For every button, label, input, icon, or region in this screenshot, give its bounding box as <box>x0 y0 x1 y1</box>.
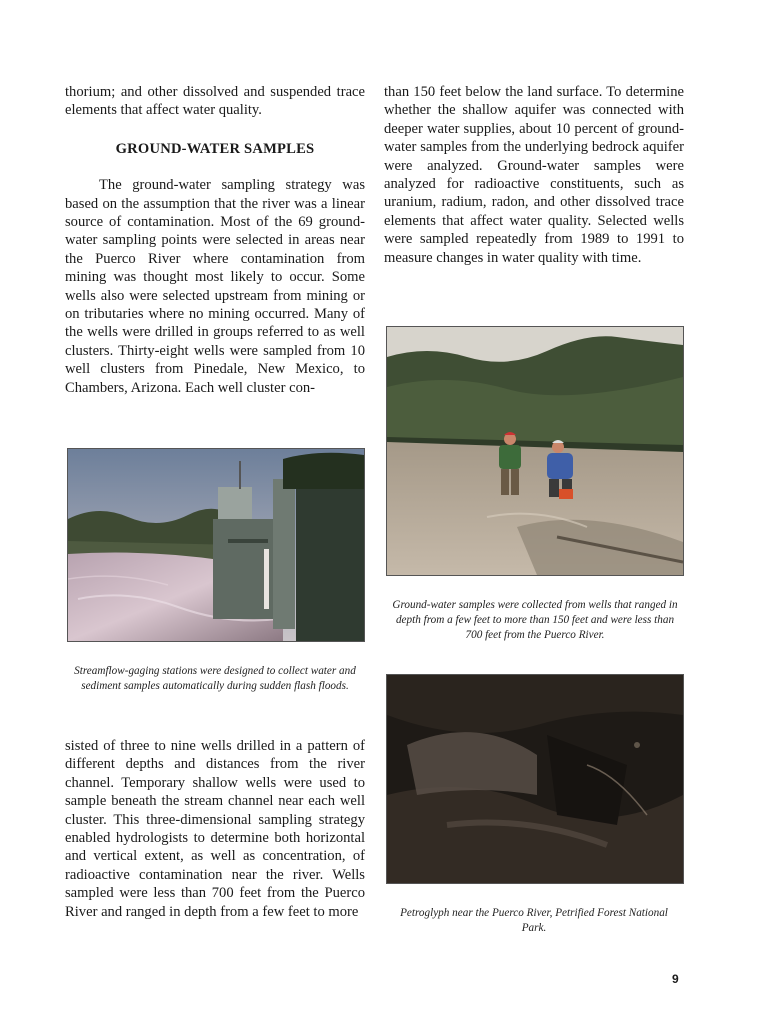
petroglyph-caption: Petroglyph near the Puerco River, Petrified Forest National Park. <box>400 907 668 934</box>
gaging-station-caption: Streamflow-gaging stations were designed to collect water and sediment samples automatically during sudden flash floods. <box>74 665 356 692</box>
left-column-bottom <box>65 737 365 921</box>
gaging-station-illustration <box>68 449 364 641</box>
right-column-top <box>384 83 684 267</box>
body-paragraph: The ground-water sampling strategy was based on the assumption that the river was a linear source of contamination. Most of the 69 ground-water sampling points were selected in areas near the Puerco River where contamination from mining was thought most likely to occur. Some wells also were selected upstream from mining or on tributaries where no mining occurred. Many of the wells were drilled in groups referred to as well clusters. Thirty-eight wells were sampled from 10 well clusters from Pinedale, New Mexico, to Chambers, Arizona. Each well cluster con- <box>65 177 365 396</box>
petroglyph-illustration <box>387 675 683 883</box>
body-paragraph-right: than 150 feet below the land surface. To determine whether the shallow aquifer was connected with deeper water supplies, about 10 percent of ground-water samples from the underlying bedrock aquifer were analyzed. Ground-water samples were analyzed for radioactive constituents, such as uranium, radium, radon, and other dissolved trace elements that affect water quality. Selected wells were sampled repeatedly from 1989 to 1991 to measure changes in water quality with time. <box>384 84 684 266</box>
well-sampling-photo <box>386 326 684 576</box>
well-sampling-caption: Ground-water samples were collected from wells that ranged in depth from a few feet to more than 150 feet and were less than 700 feet from the Puerco River. <box>392 599 678 641</box>
section-heading: GROUND-WATER SAMPLES <box>115 140 315 157</box>
page-number: 9 <box>672 972 679 986</box>
intro-paragraph: thorium; and other dissolved and suspended trace elements that affect water quality. <box>65 84 365 119</box>
left-column-top <box>65 83 365 397</box>
petroglyph-photo <box>386 674 684 884</box>
body-paragraph-continued: sisted of three to nine wells drilled in a pattern of different depths and distances from the river channel. Temporary shallow wells were used to sample beneath the stream channel near each well cluster. This three-dimensional sampling strategy enabled hydrologists to determine both horizontal and vertical extent, as well as concentration, of radioactive contamination near the river. Wells sampled were less than 700 feet from the Puerco River and ranged in depth from a few feet to more <box>65 738 365 920</box>
gaging-station-photo <box>67 448 365 642</box>
well-sampling-illustration <box>387 327 683 575</box>
